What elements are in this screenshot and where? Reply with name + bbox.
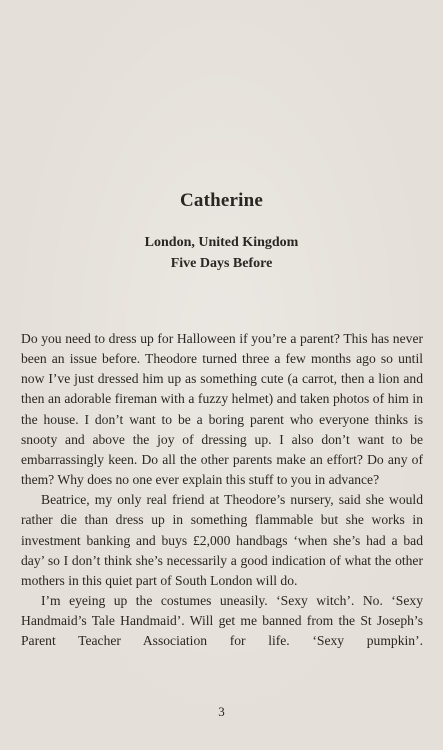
paragraph-3: I’m eyeing up the costumes uneasily. ‘Sexy witch’. No. ‘Sexy Handmaid’s Tale Handmaid’. Will get me banned from the St Joseph’s Parent Teacher Association for life. ‘Sexy pumpkin’. <box>21 593 423 649</box>
chapter-location <box>0 232 443 274</box>
paragraph-1: Do you need to dress up for Halloween if you’re a parent? This has never been an issue before. Theodore turned three a few months ago so until now I’ve just dressed him up as something cute (a carrot, then a lion and then an adorable fireman with a fuzzy helmet) and taken photos of him in the house. I don’t want to be a boring parent who everyone thinks is snooty and above the joy of dressing up. I also don’t want to be embarrassingly keen. Do all the other parents make an effort? Do any of them? Why does no one ever explain this stuff to you in advance? <box>21 331 423 488</box>
paragraph-2: Beatrice, my only real friend at Theodore’s nursery, said she would rather die than dress up in something flammable but she works in investment banking and buys £2,000 handbags ‘when she’s had a bad day’ so I don’t think she’s necessarily a good indication of what the other mothers in this quiet part of South London will do. <box>21 492 423 588</box>
page-number: 3 <box>218 704 225 719</box>
location-place: London, United Kingdom <box>144 235 299 250</box>
location-time: Five Days Before <box>170 256 273 271</box>
chapter-title: Catherine <box>179 190 264 211</box>
body-text <box>21 329 423 652</box>
